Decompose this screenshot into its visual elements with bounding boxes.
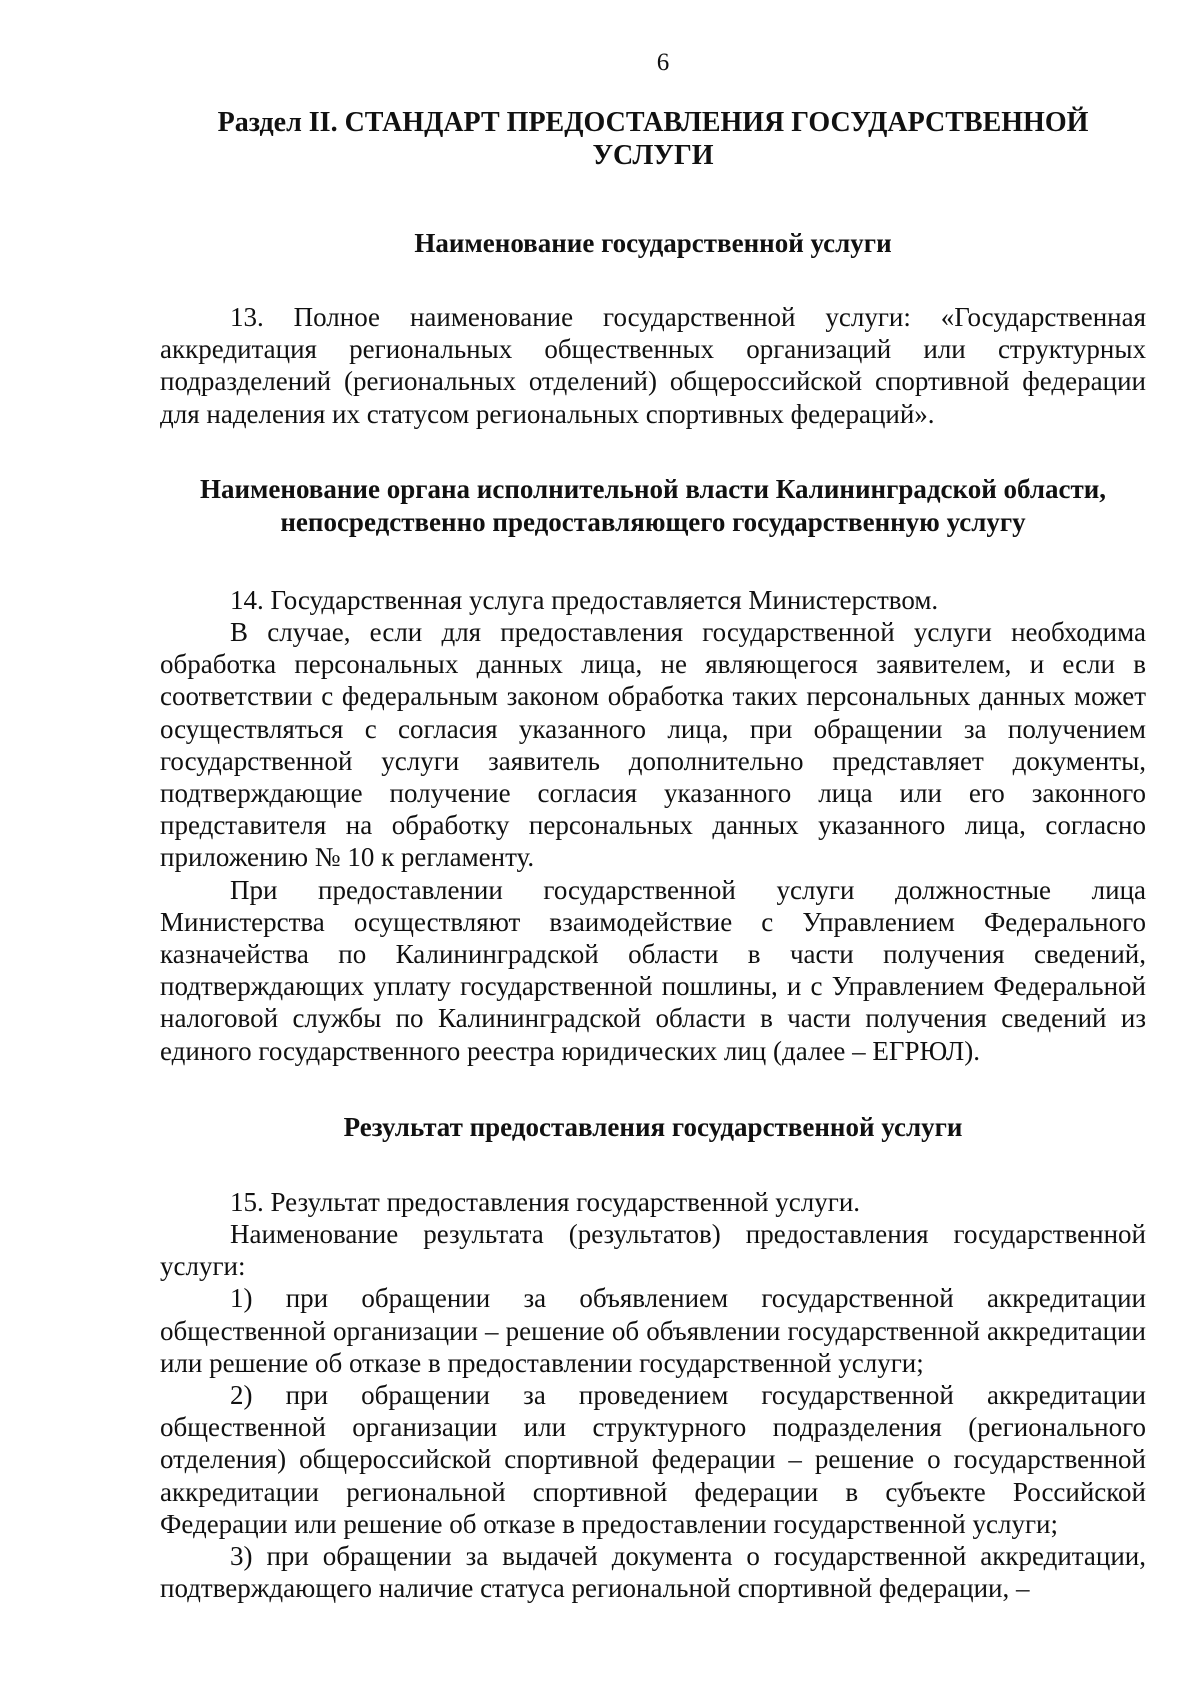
list-item-15-1: 1) при обращении за объявлением государственной аккредитации общественной организации – решение об объявлении государственной аккредитации или решение об отказе в предоставлении государственной услуги; (160, 1283, 1146, 1378)
paragraph-13: 13. Полное наименование государственной услуги: «Государственная аккредитация региональных общественных организаций или структурных подразделений (региональных отделений) общероссийской спортивной федерации для наделения их статусом региональных спортивных федераций». (160, 302, 1146, 429)
paragraph-15-result-name: Наименование результата (результатов) предоставления государственной услуги: (160, 1219, 1146, 1282)
paragraph-15: 15. Результат предоставления государственной услуги. (230, 1186, 861, 1217)
heading-service-name: Наименование государственной услуги (414, 228, 892, 258)
paragraph-14-interaction: При предоставлении государственной услуги должностные лица Министерства осуществляют взаимодействие с Управлением Федерального казначейства по Калининградской области в части получения сведений, подтверждающих уплату государственной пошлины, и с Управлением Федеральной налоговой службы по Калининградской области в части получения сведений из единого государственного реестра юридических лиц (далее – ЕГРЮЛ). (160, 874, 1146, 1066)
list-item-15-3: 3) при обращении за выдачей документа о государственной аккредитации, подтверждающего наличие статуса региональной спортивной федерации, – (160, 1541, 1146, 1604)
page-number: 6 (656, 49, 670, 76)
heading-executive-body: Наименование органа исполнительной власти Калининградской области, непосредственно предоставляющего государственную услугу (199, 473, 1107, 537)
list-item-15-2: 2) при обращении за проведением государственной аккредитации общественной организации или структурного подразделения (регионального отделения) общероссийской спортивной федерации – решение о государственной аккредитации региональной спортивной федерации в субъекте Российской Федерации или решение об отказе в предоставлении государственной услуги; (160, 1380, 1146, 1539)
paragraph-14: 14. Государственная услуга предоставляется Министерством. (230, 584, 939, 615)
document-page (160, 48, 1146, 1605)
paragraph-14-personal-data: В случае, если для предоставления государственной услуги необходима обработка персональных данных лица, не являющегося заявителем, и если в соответствии с федеральным законом обработка таких персональных данных может осуществляться с согласия указанного лица, при обращении за получением государственной услуги заявитель дополнительно представляет документы, подтверждающие получение согласия указанного лица или его законного представителя на обработку персональных данных указанного лица, согласно приложению № 10 к регламенту. (160, 617, 1146, 873)
heading-service-result: Результат предоставления государственной услуги (343, 1111, 963, 1142)
section-title: Раздел II. СТАНДАРТ ПРЕДОСТАВЛЕНИЯ ГОСУДАРСТВЕННОЙ УСЛУГИ (217, 107, 1089, 171)
